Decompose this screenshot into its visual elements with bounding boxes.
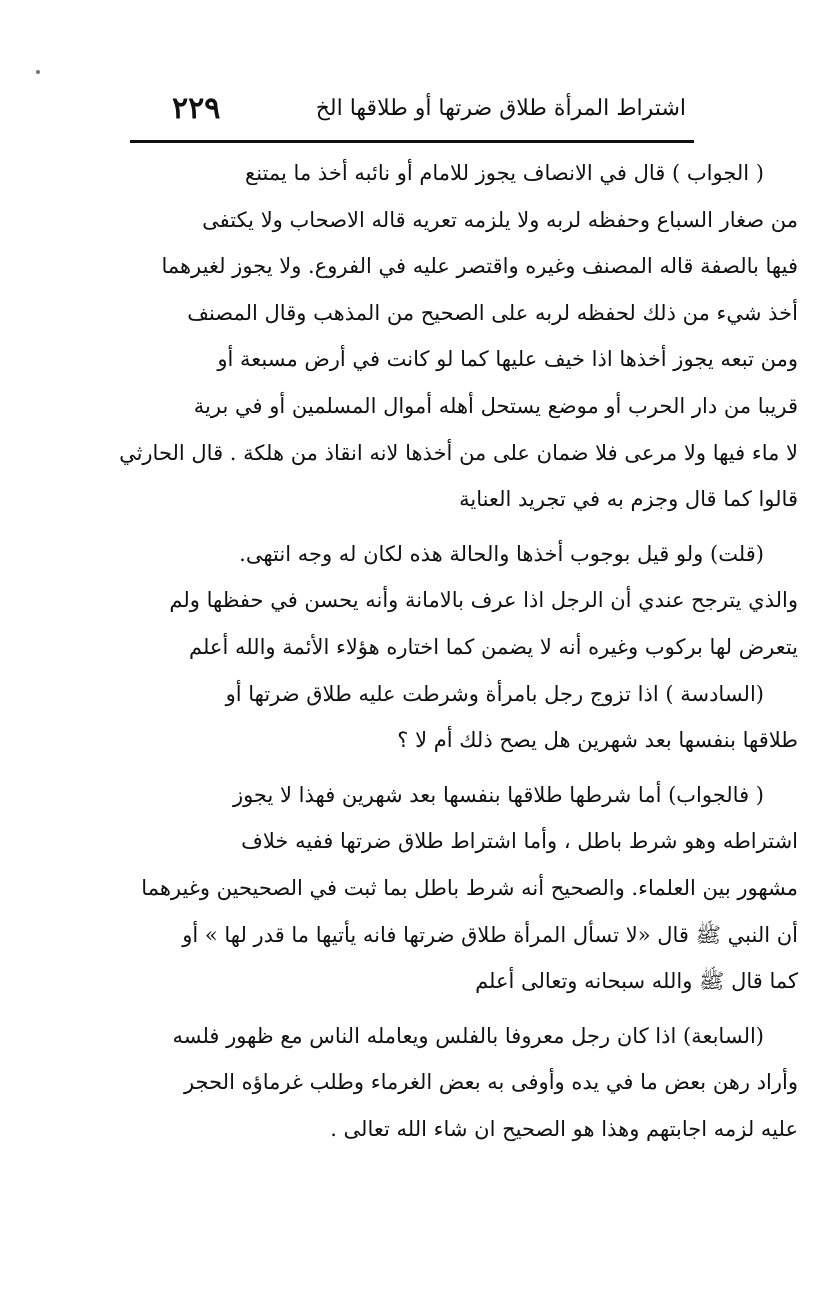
text-line: من صغار السباع وحفظه لربه ولا يلزمه تعريه قاله الاصحاب ولا يكتفى [202,207,798,232]
page-body [38,150,798,1152]
text-line: قريبا من دار الحرب أو موضع يستحل أهله أموال المسلمين أو في برية [193,393,798,418]
text-line: ( الجواب ) قال في الانصاف يجوز للامام أو نائبه أخذ ما يمتنع [245,161,764,185]
text-line: ومن تبعه يجوز أخذها اذا خيف عليها كما لو كانت في أرض مسبعة أو [217,347,798,372]
text-line: ( فالجواب) أما شرطها طلاقها بنفسها بعد شهرين فهذا لا يجوز [232,782,764,807]
text-line: مشهور بين العلماء. والصحيح أنه شرط باطل بما ثبت في الصحيحين وغيرهما [141,875,798,900]
text-line: أخذ شيء من ذلك لحفظه لربه على الصحيح من المذهب وقال المصنف [187,300,798,325]
text-line: وأراد رهن بعض ما في يده وأوفى به بعض الغرماء وطلب غرماؤه الحجر [183,1070,798,1095]
text-line: (السابعة) اذا كان رجل معروفا بالفلس ويعامله الناس مع ظهور فلسه [172,1023,764,1048]
text-line: (قلت) ولو قيل بوجوب أخذها والحالة هذه لكان له وجه انتهى. [239,541,764,566]
page-header [138,92,686,138]
text-line: فيها بالصفة قاله المصنف وغيره واقتصر عليه في الفروع. ولا يجوز لغيرهما [161,254,798,279]
text-line: يتعرض لها بركوب وغيره أنه لا يضمن كما اختاره هؤلاء الأئمة والله أعلم [189,634,798,659]
text-line: والذي يترجح عندي أن الرجل اذا عرف بالامانة وأنه يحسن في حفظها ولم [169,588,798,613]
running-title: اشتراط المرأة طلاق ضرتها أو طلاقها الخ [315,96,686,121]
scan-speck [36,70,40,74]
page-number: ٢٢٩ [172,91,221,126]
text-line: قالوا كما قال وجزم به في تجريد العناية [459,487,798,512]
text-line: لا ماء فيها ولا مرعى فلا ضمان على من أخذها لانه انقاذ من هلكة . قال الحارثي [119,440,798,465]
text-line: اشتراطه وهو شرط باطل ، وأما اشتراط طلاق ضرتها ففيه خلاف [241,829,798,854]
text-line: أن النبي ﷺ قال «لا تسأل المرأة طلاق ضرتها فانه يأتيها ما قدر لها » أو [182,922,798,947]
text-line: عليه لزمه اجابتهم وهذا هو الصحيح ان شاء الله تعالى . [330,1116,798,1141]
text-line: طلاقها بنفسها بعد شهرين هل يصح ذلك أم لا ؟ [397,728,798,753]
text-line: كما قال ﷺ والله سبحانه وتعالى أعلم [475,969,798,994]
text-line: (السادسة ) اذا تزوج رجل بامرأة وشرطت عليه طلاق ضرتها أو [225,681,764,706]
header-rule [130,140,694,143]
